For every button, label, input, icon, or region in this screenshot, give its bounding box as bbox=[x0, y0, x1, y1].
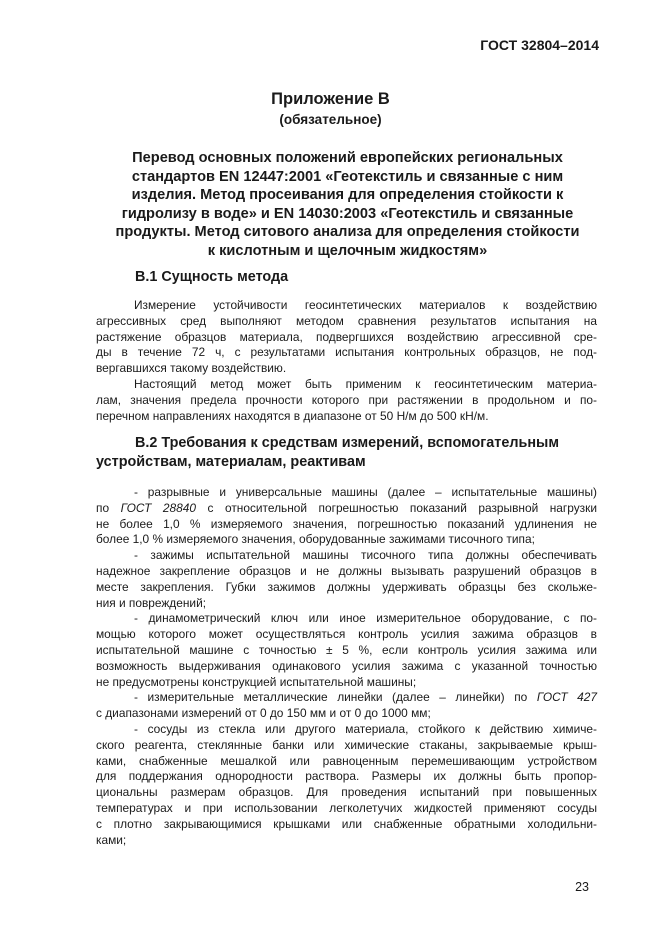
title-line: к кислотным и щелочным жидкостям» bbox=[207, 242, 488, 259]
title-line: продукты. Метод ситового анализа для определения стойкости bbox=[115, 224, 580, 241]
list-line: - сосуды из стекла или другого материала, стойкого к действию химиче- bbox=[134, 721, 597, 736]
list-line: - измерительные металлические линейки (далее – линейки) по ГОСТ 427 bbox=[134, 690, 597, 705]
list-line: надежное закрепление образцов и не должны вызывать разрушений образцов в bbox=[96, 563, 597, 578]
list-line: не более 1,0 % измеряемого значения, погрешностью показаний удлинения не bbox=[96, 516, 597, 531]
list-line: с диапазонами измерений от 0 до 150 мм и от 0 до 1000 мм; bbox=[96, 706, 431, 721]
standard-header: ГОСТ 32804–2014 bbox=[480, 37, 599, 53]
list-line: более 1,0 % измеряемого значения, оборудованные зажимами тисочного типа; bbox=[96, 532, 535, 547]
appendix-heading bbox=[0, 89, 661, 129]
list-line: не предусмотрены конструкцией испытательной машины; bbox=[96, 674, 417, 689]
text-line: растяжение образцов материала, подвергшихся воздействию агрессивной сре- bbox=[96, 329, 597, 344]
list-line: ками, снабженные мешалкой или равноценным перемешивающим устройством bbox=[96, 753, 597, 768]
gost-reference: ГОСТ 427 bbox=[536, 690, 597, 705]
list-line: циональны размерам образцов. Для проведения испытаний при повышенных bbox=[96, 785, 597, 800]
list-line: - разрывные и универсальные машины (далее – испытательные машины) bbox=[134, 485, 597, 499]
gost-reference: ГОСТ 28840 bbox=[120, 500, 196, 515]
list-line: возможность выдерживания одинакового усилия зажима с указанной точностью bbox=[96, 658, 597, 673]
section-2-title-line: В.2 Требования к средствам измерений, вспомогательным bbox=[135, 435, 559, 451]
section-1-body bbox=[96, 298, 597, 424]
appendix-subtitle: (обязательное) bbox=[279, 112, 382, 127]
page-number: 23 bbox=[575, 880, 589, 894]
document-title bbox=[105, 149, 590, 261]
text-line: Настоящий метод может быть применим к геосинтетическим материа- bbox=[134, 376, 597, 391]
list-line: для поддержания однородности раствора. Размеры их должны быть пропор- bbox=[96, 769, 597, 784]
section-2-title bbox=[96, 434, 605, 472]
text-line: Измерение устойчивости геосинтетических материалов к воздействию bbox=[134, 298, 597, 312]
list-line: мощью которого может осуществляться контроль усилия зажима образцов в bbox=[96, 627, 597, 642]
list-line: ками; bbox=[96, 832, 127, 847]
list-line: ния и повреждений; bbox=[96, 595, 207, 610]
text-line: агрессивных сред выполняют методом сравнения результатов испытания на bbox=[96, 313, 597, 328]
section-1-title: В.1 Сущность метода bbox=[135, 269, 289, 285]
title-line: стандартов EN 12447:2001 «Геотекстиль и связанные с ним bbox=[131, 168, 564, 185]
text-line: перечном направлениях находятся в диапазоне от 50 Н/м до 500 кН/м. bbox=[96, 408, 489, 423]
title-line: изделия. Метод просеивания для определения стойкости к bbox=[131, 187, 564, 204]
list-line: - динамометрический ключ или иное измерительное оборудование, с по- bbox=[134, 611, 597, 626]
list-line: - зажимы испытательной машины тисочного типа должны обеспечивать bbox=[134, 548, 597, 563]
list-line: ского реагента, стеклянные банки или химические стаканы, закрываемые крыш- bbox=[96, 737, 597, 752]
text-line: лам, значения предела прочности которого при растяжении в продольном и по- bbox=[96, 392, 597, 407]
text-line: вергавшихся такому воздействию. bbox=[96, 361, 287, 376]
title-line: гидролизу в воде» и EN 14030:2003 «Геотекстиль и связанные bbox=[121, 205, 574, 222]
text-line: ды в течение 72 ч, с результатами испытания контрольных образцов, не под- bbox=[96, 345, 597, 360]
title-line: Перевод основных положений европейских региональных bbox=[132, 150, 563, 166]
section-2-title-line: устройствам, материалам, реактивам bbox=[96, 454, 366, 470]
list-line: испытательной машине с точностью ± 5 %, если контроль усилия зажима или bbox=[96, 642, 597, 657]
list-line: месте закрепления. Губки зажимов должны удерживать образцы без скольже- bbox=[96, 579, 597, 594]
section-2-body bbox=[96, 485, 597, 848]
list-line: с плотно закрывающимися крышками или снабженные обратными холодильни- bbox=[96, 816, 597, 831]
list-line: по ГОСТ 28840 с относительной погрешностью показаний разрывной нагрузки bbox=[96, 500, 597, 515]
list-line: температурах и при использовании легколетучих жидкостей применяют сосуды bbox=[96, 800, 597, 815]
appendix-title: Приложение В bbox=[271, 90, 390, 108]
